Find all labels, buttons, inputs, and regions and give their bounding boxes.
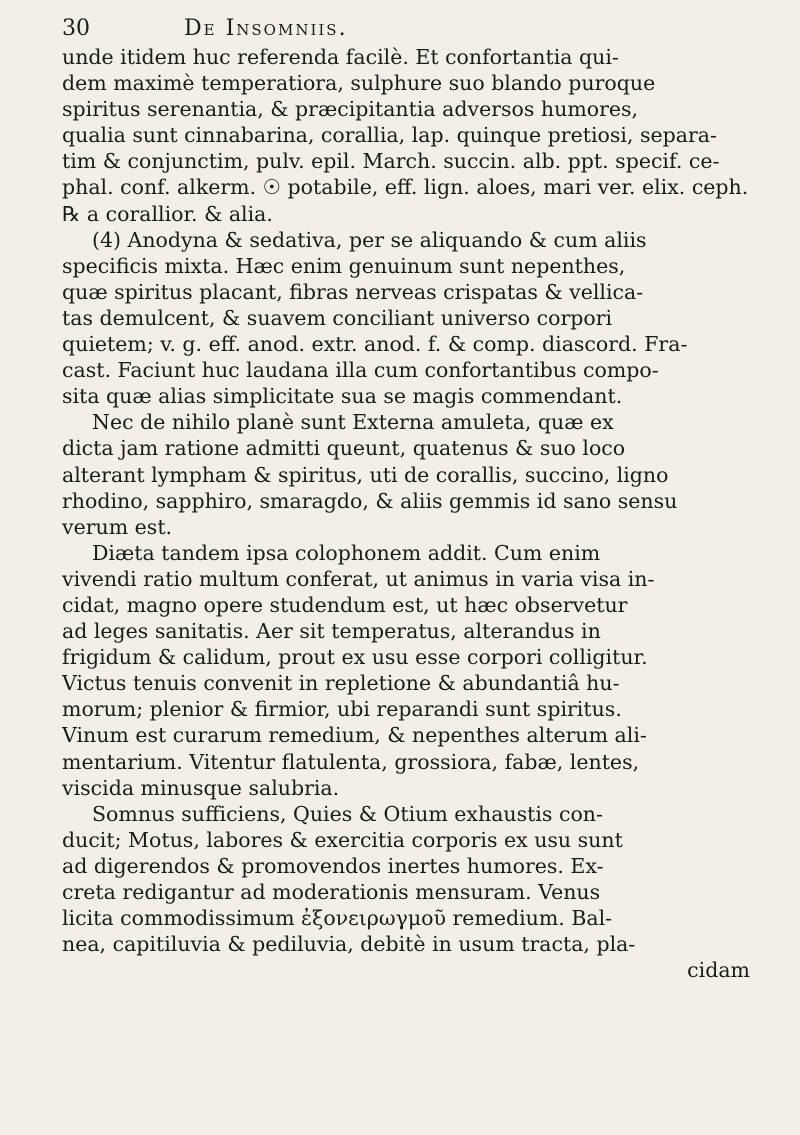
text-line: cidat, magno opere studendum est, ut hæc observetur — [62, 592, 628, 617]
text-line: Victus tenuis convenit in repletione & abundantiâ hu- — [62, 671, 620, 696]
text-line: Diæta tandem ipsa colophonem addit. Cum enim — [92, 540, 601, 565]
text-line: licita commodissimum ἐξονειρωγμοῦ remedium. Bal- — [62, 906, 613, 931]
text-line: (4) Anodyna & sedativa, per se aliquando & cum aliis — [92, 227, 647, 252]
text-line: alterant lympham & spiritus, uti de corallis, succino, ligno — [62, 462, 669, 487]
text-line: Vinum est curarum remedium, & nepenthes alterum ali- — [62, 723, 647, 748]
text-line: qualia sunt cinnabarina, corallia, lap. quinque pretiosi, separa- — [62, 123, 717, 148]
catchword: cidam — [687, 958, 750, 983]
text-line: spiritus serenantia, & præcipitantia adversos humores, — [62, 97, 639, 122]
text-line: morum; plenior & firmior, ubi reparandi sunt spiritus. — [62, 697, 622, 722]
text-line: ℞ a corallior. & alia. — [62, 201, 273, 226]
text-line: rhodino, sapphiro, smaragdo, & aliis gemmis id sano sensu — [62, 488, 678, 513]
text-line: cast. Faciunt huc laudana illa cum confortantibus compo- — [62, 358, 659, 383]
running-title: De Insomniis. — [184, 16, 348, 41]
text-line: sita quæ alias simplicitate sua se magis commendant. — [62, 384, 623, 409]
text-line: ad leges sanitatis. Aer sit temperatus, alterandus in — [62, 619, 601, 644]
text-line: verum est. — [62, 514, 173, 539]
text-line: frigidum & calidum, prout ex usu esse corpori colligitur. — [62, 645, 648, 670]
text-line: quietem; v. g. eff. anod. extr. anod. f. & comp. diascord. Fra- — [62, 332, 688, 357]
text-line: creta redigantur ad moderationis mensuram. Venus — [62, 880, 601, 904]
text-line: dicta jam ratione admitti queunt, quatenus & suo loco — [62, 436, 626, 461]
text-line: ad digerendos & promovendos inertes humores. Ex- — [62, 853, 604, 878]
text-line: mentarium. Vitentur flatulenta, grossiora, fabæ, lentes, — [62, 749, 640, 774]
text-line: nea, capitiluvia & pediluvia, debitè in usum tracta, pla- — [62, 932, 636, 957]
text-line: vivendi ratio multum conferat, ut animus in varia visa in- — [62, 566, 655, 591]
text-line: quæ spiritus placant, fibras nerveas crispatas & vellica- — [62, 279, 644, 304]
page-number: 30 — [62, 16, 90, 41]
running-head — [62, 14, 754, 44]
text-line: dem maximè temperatiora, sulphure suo blando puroque — [62, 71, 656, 96]
text-line: viscida minusque salubria. — [62, 775, 340, 800]
text-line: specificis mixta. Hæc enim genuinum sunt nepenthes, — [62, 253, 626, 278]
text-line: Nec de nihilo planè sunt Externa amuleta, quæ ex — [92, 410, 614, 435]
text-line: ducit; Motus, labores & exercitia corporis ex usu sunt — [62, 827, 623, 852]
body-text — [62, 44, 754, 983]
text-line: Somnus sufficiens, Quies & Otium exhaustis con- — [92, 801, 603, 826]
text-line: phal. conf. alkerm. ☉ potabile, eff. lign. aloes, mari ver. elix. ceph. — [62, 175, 749, 200]
text-line: tim & conjunctim, pulv. epil. March. succin. alb. ppt. specif. ce- — [62, 149, 720, 174]
text-line: tas demulcent, & suavem conciliant universo corpori — [62, 305, 613, 330]
text-line: unde itidem huc referenda facilè. Et confortantia qui- — [62, 45, 619, 69]
